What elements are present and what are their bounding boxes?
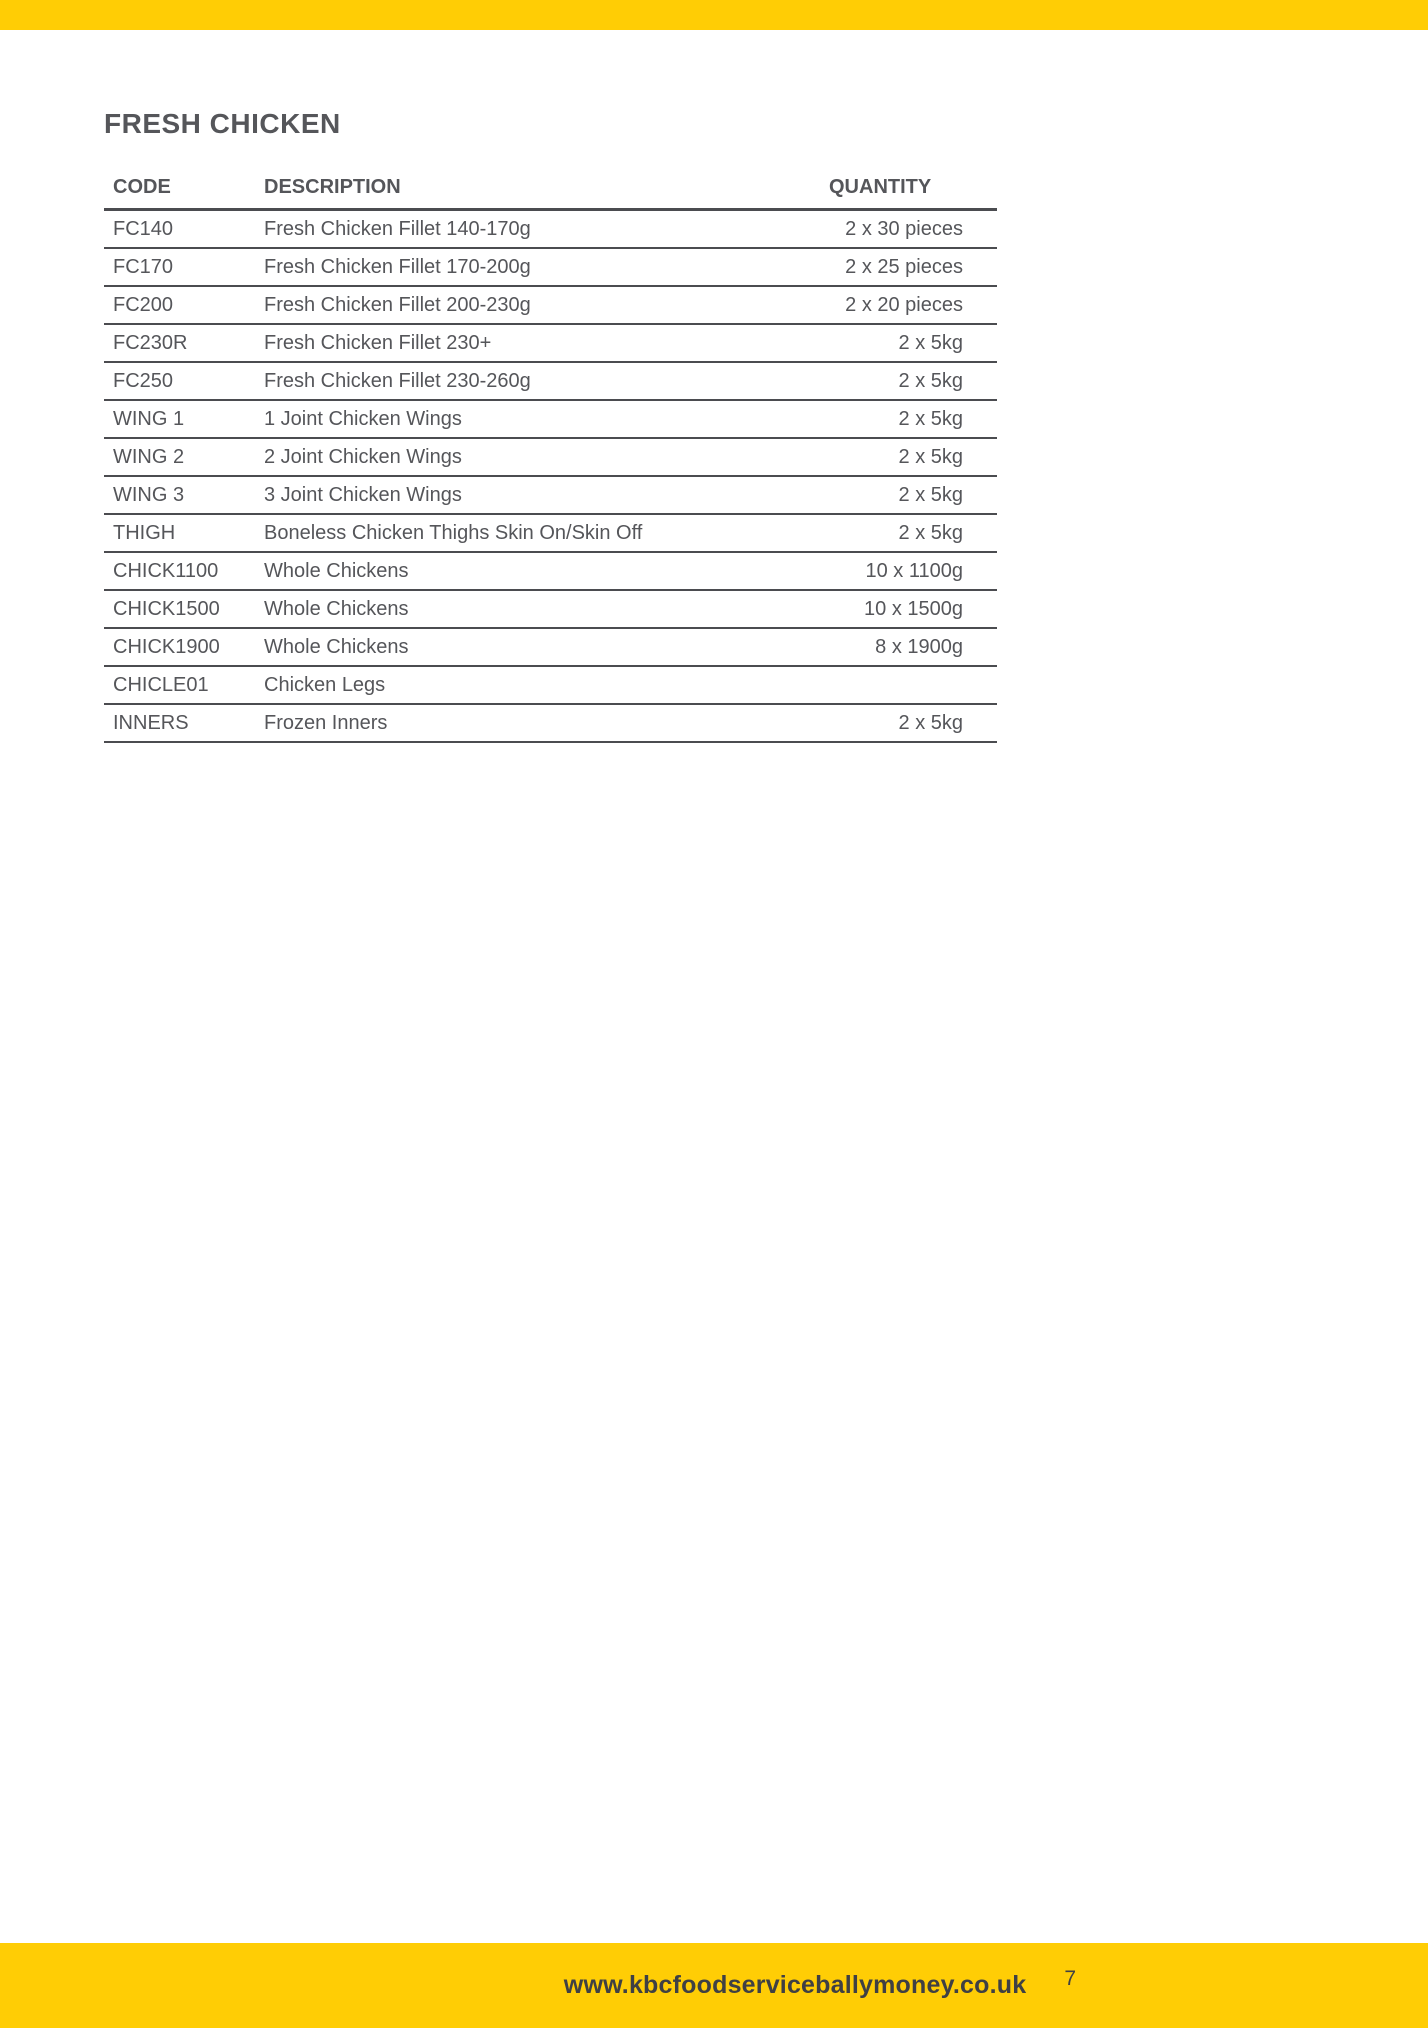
table-row [104,324,997,362]
product-quantity-cell: 2 x 25 pieces [829,248,997,286]
product-code-cell: CHICK1900 [104,628,264,666]
product-description-cell: Whole Chickens [264,590,829,628]
product-description-cell: Fresh Chicken Fillet 230-260g [264,362,829,400]
product-description-cell: 2 Joint Chicken Wings [264,438,829,476]
product-table-header [104,170,997,210]
product-quantity-cell: 2 x 5kg [829,362,997,400]
product-code-cell: FC140 [104,210,264,249]
column-header-code: CODE [104,170,264,210]
product-quantity-cell: 10 x 1500g [829,590,997,628]
table-row [104,476,997,514]
page-content [104,108,1004,743]
header-row [104,170,997,210]
product-description-cell: Whole Chickens [264,628,829,666]
top-accent-bar [0,0,1428,30]
product-code-cell: WING 3 [104,476,264,514]
column-header-quantity: QUANTITY [829,170,997,210]
product-description-cell: Fresh Chicken Fillet 230+ [264,324,829,362]
product-quantity-cell: 8 x 1900g [829,628,997,666]
product-description-cell: Fresh Chicken Fillet 140-170g [264,210,829,249]
product-description-cell: Chicken Legs [264,666,829,704]
table-row [104,514,997,552]
table-row [104,248,997,286]
product-quantity-cell: 2 x 5kg [829,514,997,552]
table-row [104,704,997,742]
page-title: FRESH CHICKEN [104,108,341,139]
table-row [104,666,997,704]
product-quantity-cell: 2 x 5kg [829,704,997,742]
product-code-cell: WING 1 [104,400,264,438]
column-header-description: DESCRIPTION [264,170,829,210]
page-number: 7 [1064,1966,1076,1990]
product-code-cell: INNERS [104,704,264,742]
product-code-cell: FC250 [104,362,264,400]
product-code-cell: FC230R [104,324,264,362]
product-quantity-cell: 10 x 1100g [829,552,997,590]
product-description-cell: Whole Chickens [264,552,829,590]
product-code-cell: CHICLE01 [104,666,264,704]
footer-bar [0,1943,1428,2028]
product-code-cell: THIGH [104,514,264,552]
table-row [104,628,997,666]
product-description-cell: Fresh Chicken Fillet 170-200g [264,248,829,286]
product-code-cell: WING 2 [104,438,264,476]
table-row [104,362,997,400]
product-description-cell: Fresh Chicken Fillet 200-230g [264,286,829,324]
product-description-cell: 1 Joint Chicken Wings [264,400,829,438]
product-description-cell: 3 Joint Chicken Wings [264,476,829,514]
product-description-cell: Frozen Inners [264,704,829,742]
product-quantity-cell: 2 x 5kg [829,476,997,514]
product-code-cell: FC200 [104,286,264,324]
table-row [104,438,997,476]
table-row [104,286,997,324]
product-code-cell: FC170 [104,248,264,286]
product-quantity-cell [829,666,997,704]
table-row [104,210,997,249]
table-row [104,552,997,590]
product-code-cell: CHICK1500 [104,590,264,628]
product-quantity-cell: 2 x 20 pieces [829,286,997,324]
table-row [104,400,997,438]
footer-website-url: www.kbcfoodserviceballymoney.co.uk [563,1971,1027,1999]
product-code-cell: CHICK1100 [104,552,264,590]
product-quantity-cell: 2 x 5kg [829,400,997,438]
product-quantity-cell: 2 x 30 pieces [829,210,997,249]
table-row [104,590,997,628]
product-description-cell: Boneless Chicken Thighs Skin On/Skin Off [264,514,829,552]
product-table [104,170,997,743]
product-table-body [104,210,997,743]
product-quantity-cell: 2 x 5kg [829,438,997,476]
product-quantity-cell: 2 x 5kg [829,324,997,362]
